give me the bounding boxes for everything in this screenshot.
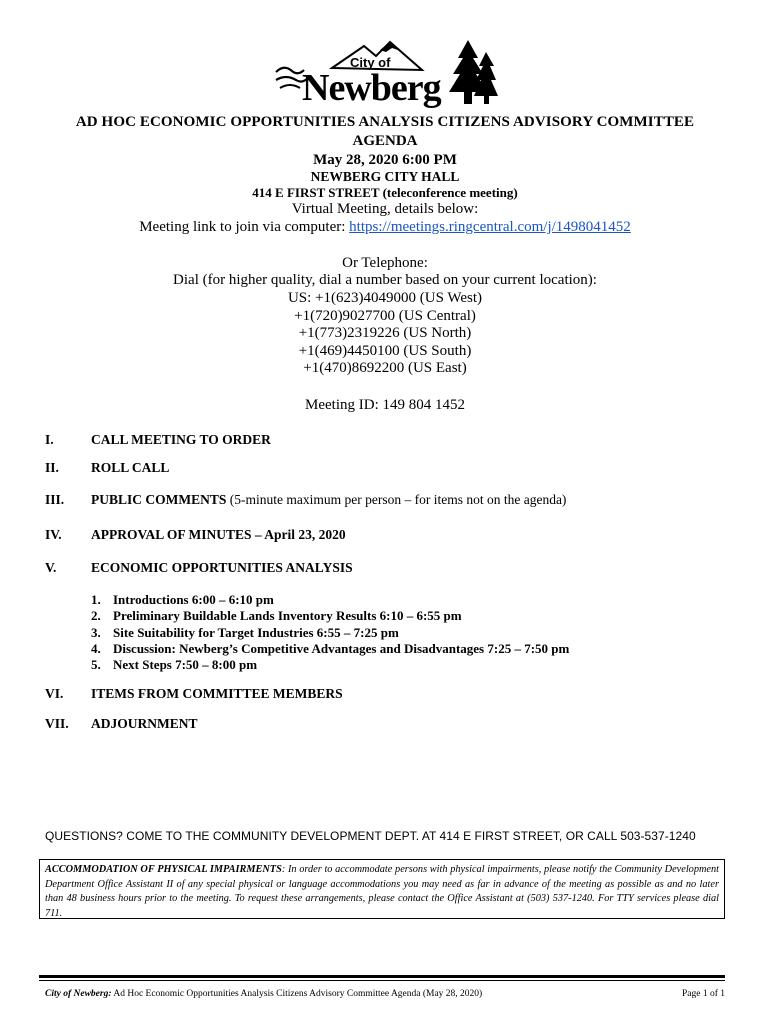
sub-item [91, 657, 257, 673]
agenda-item-title: APPROVAL OF MINUTES – April 23, 2020 [91, 527, 346, 542]
sub-item [91, 641, 569, 657]
footer-document-title [45, 989, 482, 999]
committee-title: AD HOC ECONOMIC OPPORTUNITIES ANALYSIS CITIZENS ADVISORY COMMITTEE [75, 114, 695, 130]
agenda-item-number: IV. [45, 527, 62, 542]
sub-item-text: Preliminary Buildable Lands Inventory Results 6:10 – 6:55 pm [113, 608, 462, 623]
sub-item-number: 3. [91, 625, 101, 640]
sub-item-number: 5. [91, 657, 101, 672]
phone-number: +1(720)9027700 (US Central) [294, 308, 476, 324]
agenda-item-title: CALL MEETING TO ORDER [91, 432, 271, 447]
meeting-id: Meeting ID: 149 804 1452 [305, 397, 465, 413]
agenda-item-number: II. [45, 460, 59, 475]
logo-large-text: Newberg [302, 67, 441, 109]
sub-item-text: Discussion: Newberg’s Competitive Advantages and Disadvantages 7:25 – 7:50 pm [113, 641, 570, 656]
sub-item-text: Next Steps 7:50 – 8:00 pm [113, 657, 258, 672]
sub-item-number: 2. [91, 608, 101, 623]
meeting-link-label: Meeting link to join via computer: [139, 219, 350, 235]
agenda-heading: AGENDA [352, 133, 418, 149]
virtual-meeting-note: Virtual Meeting, details below: [291, 201, 479, 217]
phone-number: US: +1(623)4049000 (US West) [287, 290, 483, 306]
agenda-item-title: ECONOMIC OPPORTUNITIES ANALYSIS [91, 560, 353, 575]
sub-item [91, 625, 399, 641]
meeting-venue: NEWBERG CITY HALL [310, 169, 460, 184]
agenda-item-number: I. [45, 432, 54, 447]
phone-number: +1(470)8692200 (US East) [303, 360, 467, 376]
sub-item-number: 4. [91, 641, 101, 656]
footer-divider-thick [39, 975, 725, 978]
accommodation-body: : In order to accommodate persons with physical impairments, please notify the Community Development Department Office Assistant II of any special physical or language accommodations you may need as far in advance of the meeting as possible as and no later than 48 business hours prior to the meeting. To request these arrangements, please contact the Office Assistant at (503) 537-1240. For TTY services please dial 711. [45, 864, 719, 919]
sub-item-text: Site Suitability for Target Industries 6:55 – 7:25 pm [113, 625, 399, 640]
meeting-link-line [40, 218, 730, 236]
footer-doc: Ad Hoc Economic Opportunities Analysis Citizens Advisory Committee Agenda (May 28, 2020) [111, 989, 483, 999]
footer-org: City of Newberg: [45, 989, 112, 999]
logo-small-text: City of [350, 55, 391, 70]
meeting-link[interactable]: https://meetings.ringcentral.com/j/1498041452 [349, 219, 631, 235]
agenda-item-title: PUBLIC COMMENTS [91, 492, 227, 507]
city-of-newberg-logo [272, 38, 498, 110]
questions-contact-line: QUESTIONS? COME TO THE COMMUNITY DEVELOPMENT DEPT. AT 414 E FIRST STREET, OR CALL 503-537-1240 [45, 829, 696, 843]
agenda-item-number: III. [45, 492, 65, 507]
agenda-item-number: VI. [45, 686, 64, 701]
agenda-item-title: ITEMS FROM COMMITTEE MEMBERS [91, 686, 343, 701]
phone-number: +1(773)2319226 (US North) [298, 325, 472, 341]
sub-item [91, 608, 462, 624]
dial-note: Dial (for higher quality, dial a number based on your current location): [173, 272, 597, 288]
agenda-item-title: ROLL CALL [91, 460, 170, 475]
footer-divider-thin [39, 980, 725, 981]
accommodation-notice [39, 859, 725, 919]
sub-item-text: Introductions 6:00 – 6:10 pm [113, 592, 274, 607]
telephone-heading: Or Telephone: [342, 255, 428, 271]
meeting-address: 414 E FIRST STREET (teleconference meeting) [252, 185, 518, 200]
agenda-item-number: VII. [45, 716, 69, 731]
sub-item-number: 1. [91, 592, 101, 607]
accommodation-heading: ACCOMMODATION OF PHYSICAL IMPAIRMENTS [45, 864, 282, 875]
phone-number: +1(469)4450100 (US South) [298, 343, 472, 359]
meeting-datetime: May 28, 2020 6:00 PM [313, 152, 457, 168]
page-number: Page 1 of 1 [681, 989, 725, 999]
agenda-item-title: ADJOURNMENT [91, 716, 198, 731]
agenda-item-note: (5-minute maximum per person – for items not on the agenda) [226, 492, 567, 507]
sub-item [91, 592, 274, 608]
agenda-item-number: V. [45, 560, 57, 575]
